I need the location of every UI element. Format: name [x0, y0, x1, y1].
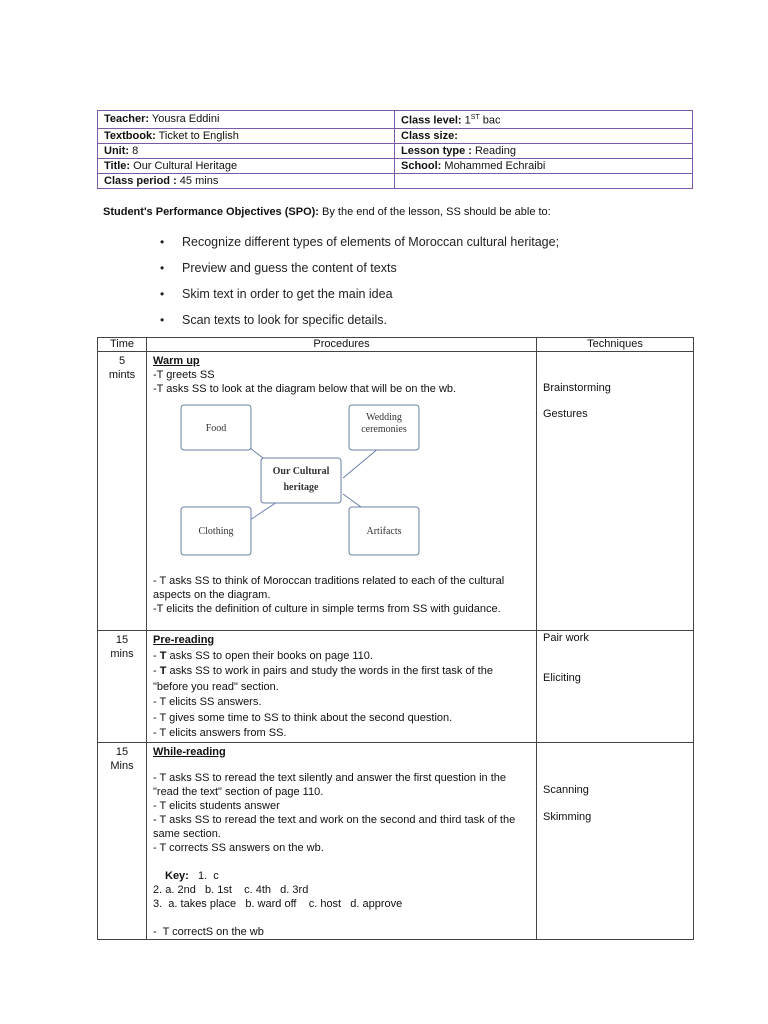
line-text: asks SS to work in pairs and study the words in the first task of the "before you read" section. [153, 665, 493, 693]
technique-item: Pair work [543, 632, 589, 644]
diagram-label-center: Our Cultural [272, 466, 330, 477]
textbook-value: Ticket to English [155, 129, 239, 142]
procedure-line: - T elicits students answer [153, 799, 280, 812]
spo-intro [103, 206, 551, 218]
diagram-connector [343, 448, 379, 478]
procedure-line: -T elicits the definition of culture in simple terms from SS with guidance. [153, 603, 501, 615]
objective-item: • Scan texts to look for specific details. [160, 310, 559, 336]
header-row [98, 338, 694, 352]
objective-item: • Recognize different types of elements of Moroccan cultural heritage; [160, 232, 559, 258]
key-answer: 3. a. takes place b. ward off c. host d. approve [153, 897, 403, 910]
lesson-type-value: Reading [471, 144, 516, 157]
line-dash: - [153, 665, 160, 677]
key-label: Key: [165, 869, 189, 882]
diagram-label-artifacts: Artifacts [366, 526, 402, 537]
teacher-cell [98, 111, 395, 129]
textbook-cell [98, 128, 395, 143]
time-cell [98, 352, 147, 631]
diagram-box-center [261, 458, 341, 503]
stage-title: While-reading [153, 745, 226, 758]
textbook-label: Textbook: [104, 129, 156, 142]
objectives-list [160, 232, 559, 336]
school-cell [395, 158, 693, 173]
lesson-type-label: Lesson type : [401, 144, 472, 157]
info-row [98, 173, 693, 188]
procedure-line [153, 664, 530, 695]
class-size-cell [395, 128, 693, 143]
class-period-value: 45 mins [176, 174, 219, 187]
title-label: Title: [104, 159, 131, 172]
class-period-cell [98, 173, 395, 188]
techniques-cell [537, 352, 694, 631]
unit-value: 8 [129, 144, 139, 157]
diagram-label-ceremonies: ceremonies [361, 424, 407, 435]
time-unit: mints [108, 369, 136, 381]
procedures-cell [147, 742, 537, 939]
procedures-cell [147, 352, 537, 631]
diagram-label-wedding: Wedding [366, 412, 402, 423]
procedure-line: - T elicits answers from SS. [153, 727, 287, 739]
objective-item: • Preview and guess the content of texts [160, 258, 559, 284]
procedure-line: -T asks SS to look at the diagram below that will be on the wb. [153, 383, 457, 395]
info-row [98, 158, 693, 173]
techniques-cell [537, 631, 694, 743]
procedure-line: - T gives some time to SS to think about the second question. [153, 711, 453, 724]
teacher-label: Teacher: [104, 113, 150, 126]
technique-item: Scanning [543, 783, 589, 796]
procedures-cell [147, 631, 537, 743]
info-row [98, 143, 693, 158]
time-unit: Mins [110, 759, 134, 772]
diagram-label-heritage: heritage [283, 482, 319, 493]
time-cell [98, 742, 147, 939]
technique-item: Eliciting [543, 672, 581, 684]
technique-item: Skimming [543, 810, 592, 823]
procedure-line: - T asks SS to reread the text and work on the second and third task of the same section. [153, 813, 516, 840]
cultural-heritage-diagram [179, 402, 429, 566]
table-row [98, 631, 694, 743]
techniques-cell [537, 742, 694, 939]
class-level-label: Class level: [401, 114, 462, 127]
key-answer: 2. a. 2nd b. 1st c. 4th d. 3rd [153, 883, 309, 896]
table-row [98, 742, 694, 939]
diagram-label-food: Food [205, 423, 227, 434]
table-row [98, 352, 694, 631]
diagram-label-clothing: Clothing [198, 526, 234, 537]
info-row [98, 128, 693, 143]
answer-key [153, 869, 530, 883]
line-dash: - [153, 649, 160, 662]
title-cell [98, 158, 395, 173]
time-value: 15 [115, 634, 129, 646]
class-period-label: Class period : [104, 174, 177, 187]
objective-item: • Skim text in order to get the main idea [160, 284, 559, 310]
technique-item: Brainstorming [543, 382, 611, 394]
technique-item: Gestures [543, 408, 588, 420]
procedure-line: - T asks SS to reread the text silently and answer the first question in the "read the text" section of page 110. [153, 771, 506, 798]
class-level-suffix: ST [470, 114, 480, 121]
class-level-number: 1 [461, 114, 471, 127]
procedures-table [97, 337, 694, 940]
school-value: Mohammed Echraibi [441, 159, 546, 172]
procedure-line [153, 649, 530, 665]
procedure-line: - T asks SS to think of Moroccan traditions related to each of the cultural aspects on the diagram. [153, 575, 505, 601]
procedure-line: - T corrects SS answers on the wb. [153, 841, 324, 854]
class-size-label: Class size: [401, 129, 458, 142]
procedure-line: - T elicits SS answers. [153, 696, 262, 708]
class-level-value: bac [479, 114, 501, 127]
lesson-info-table [97, 110, 693, 189]
time-unit: mins [110, 648, 134, 660]
key-answer: 1. c [188, 869, 219, 882]
empty-cell [395, 173, 693, 188]
lesson-type-cell [395, 143, 693, 158]
procedure-line: - T correctS on the wb [153, 925, 264, 938]
info-row [98, 111, 693, 129]
time-value: 5 [118, 355, 126, 367]
teacher-abbrev: T [159, 665, 167, 677]
procedure-line: -T greets SS [153, 369, 215, 381]
stage-title: Warm up [153, 355, 200, 367]
teacher-abbrev: T [159, 649, 167, 662]
school-label: School: [401, 159, 442, 172]
unit-cell [98, 143, 395, 158]
spo-text: By the end of the lesson, SS should be able to: [318, 206, 551, 218]
unit-label: Unit: [104, 144, 130, 157]
header-procedures: Procedures [147, 338, 537, 352]
title-value: Our Cultural Heritage [130, 159, 238, 172]
time-value: 15 [115, 745, 129, 758]
spo-label: Student's Performance Objectives (SPO): [103, 206, 319, 218]
header-time: Time [98, 338, 147, 352]
teacher-value: Yousra Eddini [149, 113, 220, 126]
line-text: asks SS to open their books on page 110. [166, 649, 373, 662]
header-techniques: Techniques [537, 338, 694, 352]
stage-title: Pre-reading [153, 634, 215, 646]
time-cell [98, 631, 147, 743]
class-level-cell [395, 111, 693, 129]
